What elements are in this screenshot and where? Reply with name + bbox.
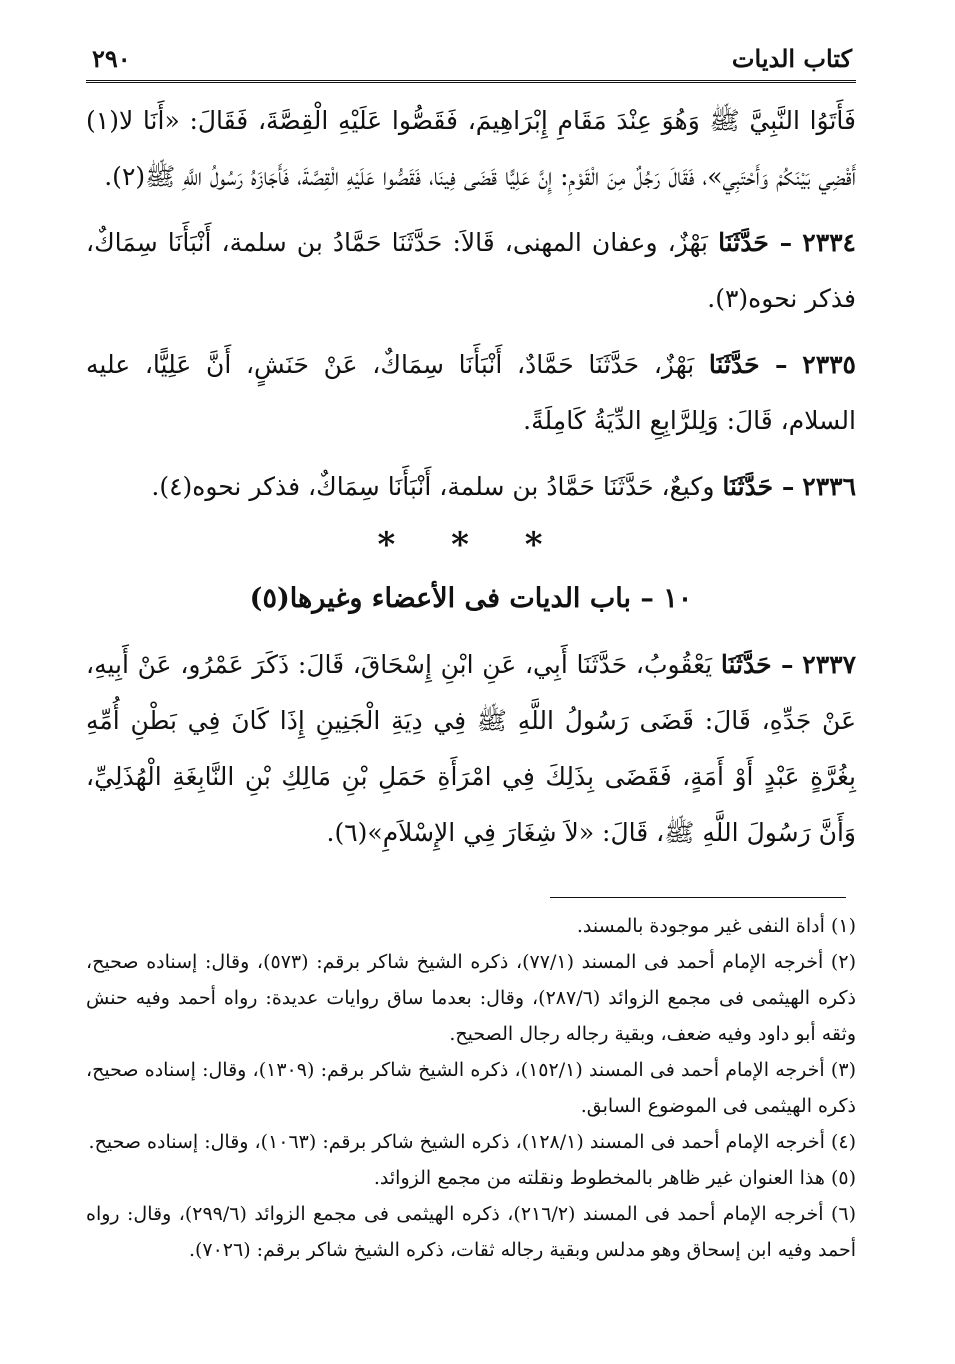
hadith-number: ٢٣٣٤ xyxy=(802,228,856,257)
document-page xyxy=(86,36,856,1268)
footnote-text: أخرجه الإمام أحمد فى المسند (٢١٦/٢)، ذكره الهيثمى فى مجمع الزوائد (٢٩٩/٦)، وقال: رواه أحمد وفيه ابن إسحاق وهو مدلس وبقية رجاله ثقات، ذكره الشيخ شاكر برقم: (٧٠٢٦). xyxy=(86,1203,856,1261)
hadith-lead: حَدَّثَنَا xyxy=(708,350,760,379)
hadith-lead: حَدَّثَنَا xyxy=(722,472,774,501)
hadith-text: يَعْقُوبُ، حَدَّثَنَا أَبِي، عَنِ ابْنِ إِسْحَاقَ، قَالَ: ذَكَرَ عَمْرُو، عَنْ أَبِيهِ، عَنْ جَدِّهِ، قَالَ: قَضَى رَسُولُ اللَّهِ ﷺ فِي دِيَةِ الْجَنِينِ إِذَا كَانَ فِي بَطْنِ أُمِّهِ بِغُرَّةٍ عَبْدٍ أَوْ أَمَةٍ، فَقَضَى بِذَلِكَ فِي امْرَأَةِ حَمَلِ بْنِ مَالِكِ بْنِ النَّابِغَةِ الْهُذَلِيِّ، وَأَنَّ رَسُولَ اللَّهِ ﷺ، قَالَ: «لاَ شِغَارَ فِي الإِسْلاَمِ»(٦). xyxy=(86,650,856,847)
footnote-number: (٢) xyxy=(830,951,856,973)
footnote-2 xyxy=(86,944,856,1052)
hadith-number: ٢٣٣٧ xyxy=(802,650,856,679)
footnote-number: (٥) xyxy=(830,1167,856,1189)
hadith-text: وكيعٌ، حَدَّثَنَا حَمَّادُ بن سلمة، أَنْبَأَنَا سِمَاكٌ، فذكر نحوه(٤). xyxy=(151,472,715,501)
footnote-number: (٣) xyxy=(830,1059,856,1081)
hadith-lead: حَدَّثَنَا xyxy=(718,228,769,257)
footnote-number: (٦) xyxy=(830,1203,856,1225)
footnote-divider xyxy=(550,897,846,898)
footnote-number: (١) xyxy=(830,915,856,937)
footnote-text: أخرجه الإمام أحمد فى المسند (٧٧/١)، ذكره الشيخ شاكر برقم: (٥٧٣)، وقال: إسناده صحيح، ذكره الهيثمى فى مجمع الزوائد (٢٨٧/٦)، وقال: بعدما ساق روايات عديدة: رواه أحمد وفيه حنش وثقه أبو داود وفيه ضعف، وبقية رجاله رجال الصحيح. xyxy=(86,951,856,1045)
book-title: كتاب الديات xyxy=(731,44,852,73)
footnote-5 xyxy=(86,1160,856,1196)
hadith-lead: حَدَّثَنَا xyxy=(720,650,772,679)
page-number: ٢٩٠ xyxy=(92,44,131,73)
hadith-number: ٢٣٣٥ xyxy=(802,350,856,379)
footnote-3 xyxy=(86,1052,856,1124)
running-header xyxy=(86,36,856,83)
paragraph-text: فَأَتَوُا النَّبِيَّ ﷺ وَهُوَ عِنْدَ مَقَامِ إِبْرَاهِيمَ، فَقَصُّوا عَلَيْهِ الْقِصَّةَ، فَقَالَ: «أَنَا لا(١) أَقْضِي بَيْنَكُمْ وَأَحْتَبِي»، فَقَالَ رَجُلٌ مِنَ الْقَوْمِ: إِنَّ عَلِيًّا قَضَى فِينَا، فَقَصُّوا عَلَيْهِ الْقِصَّةَ، فَأَجَازَهُ رَسُولُ اللَّهِ ﷺ(٢). xyxy=(86,106,856,191)
footnote-text: أداة النفى غير موجودة بالمسند. xyxy=(576,915,825,937)
footnote-1 xyxy=(86,908,856,944)
hadith-2337: ٢٣٣٧ – حَدَّثَنَا يَعْقُوبُ، حَدَّثَنَا أَبِي، عَنِ ابْنِ إِسْحَاقَ، قَالَ: ذَكَرَ عَمْرُو، عَنْ أَبِيهِ، عَنْ جَدِّهِ، قَالَ: قَضَى رَسُولُ اللَّهِ ﷺ فِي دِيَةِ الْجَنِينِ إِذَا كَانَ فِي بَطْنِ أُمِّهِ بِغُرَّةٍ عَبْدٍ أَوْ أَمَةٍ، فَقَضَى بِذَلِكَ فِي امْرَأَةِ حَمَلِ بْنِ مَالِكِ بْنِ النَّابِغَةِ الْهُذَلِيِّ، وَأَنَّ رَسُولَ اللَّهِ ﷺ، قَالَ: «لاَ شِغَارَ فِي الإِسْلاَمِ»(٦). xyxy=(86,650,856,847)
hadith-2334: ٢٣٣٤ – حَدَّثَنَا بَهْزٌ، وعفان المهنى، قَالاَ: حَدَّثَنَا حَمَّادُ بن سلمة، أَنْبَأَنَا سِمَاكٌ، فذكر نحوه(٣). xyxy=(86,228,856,313)
footnote-text: هذا العنوان غير ظاهر بالمخطوط ونقلته من مجمع الزوائد. xyxy=(373,1167,825,1189)
body-text xyxy=(86,93,856,861)
footnotes xyxy=(86,908,856,1268)
footnote-4 xyxy=(86,1124,856,1160)
hadith-number: ٢٣٣٦ xyxy=(802,472,856,501)
footnote-6 xyxy=(86,1196,856,1268)
hadith-2336: ٢٣٣٦ – حَدَّثَنَا وكيعٌ، حَدَّثَنَا حَمَّادُ بن سلمة، أَنْبَأَنَا سِمَاكٌ، فذكر نحوه(٤). xyxy=(151,472,856,501)
footnote-text: أخرجه الإمام أحمد فى المسند (١٢٨/١)، ذكره الشيخ شاكر برقم: (١٠٦٣)، وقال: إسناده صحيح. xyxy=(88,1131,825,1153)
hadith-text: بَهْزٌ، حَدَّثَنَا حَمَّادٌ، أَنْبَأَنَا سِمَاكٌ، عَنْ حَنَشٍ، أَنَّ عَلِيًّا، عليه السلام، قَالَ: وَلِلرَّابِعِ الدِّيَةُ كَامِلَةً. xyxy=(86,350,856,435)
footnote-text: أخرجه الإمام أحمد فى المسند (١٥٢/١)، ذكره الشيخ شاكر برقم: (١٣٠٩)، وقال: إسناده صحيح، ذكره الهيثمى فى الموضوع السابق. xyxy=(86,1059,856,1117)
hadith-text: بَهْزٌ، وعفان المهنى، قَالاَ: حَدَّثَنَا حَمَّادُ بن سلمة، أَنْبَأَنَا سِمَاكٌ، فذكر نحوه(٣). xyxy=(86,228,856,313)
section-separator: * * * xyxy=(377,525,565,565)
hadith-2335: ٢٣٣٥ – حَدَّثَنَا بَهْزٌ، حَدَّثَنَا حَمَّادٌ، أَنْبَأَنَا سِمَاكٌ، عَنْ حَنَشٍ، أَنَّ عَلِيًّا، عليه السلام، قَالَ: وَلِلرَّابِعِ الدِّيَةُ كَامِلَةً. xyxy=(86,350,856,435)
footnote-number: (٤) xyxy=(830,1131,856,1153)
chapter-heading: ١٠ – باب الديات فى الأعضاء وغيرها(٥) xyxy=(249,583,693,614)
paragraph-continuation xyxy=(86,93,856,205)
